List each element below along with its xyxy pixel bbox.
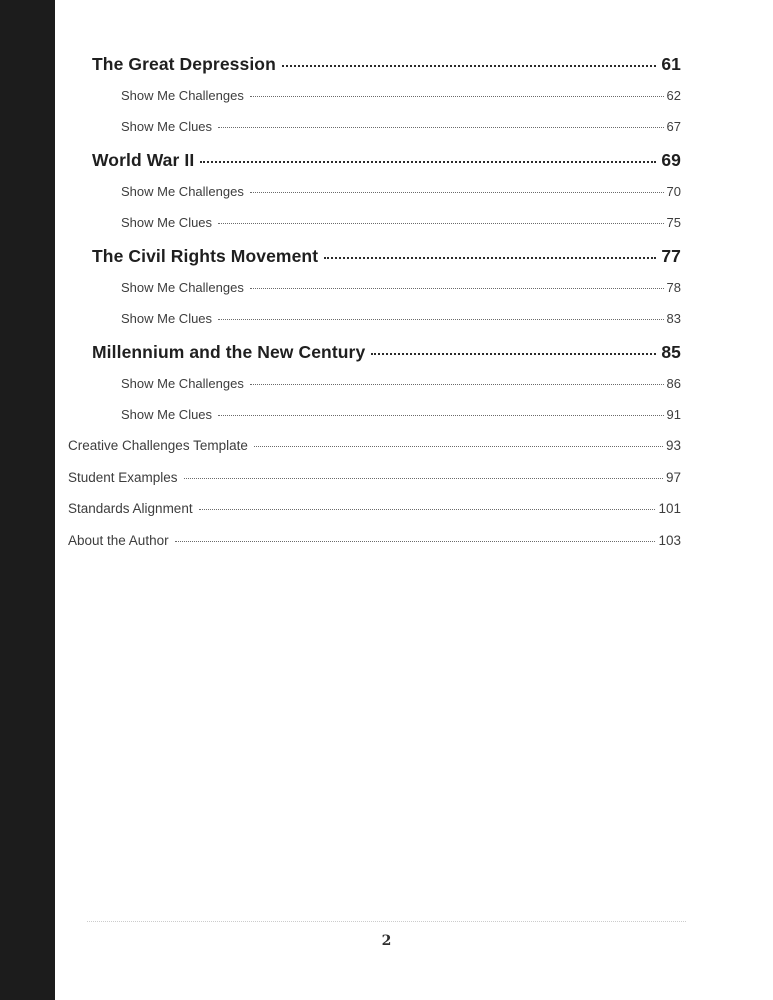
toc-entry-title: The Civil Rights Movement — [92, 246, 319, 266]
toc-entry[interactable] — [55, 407, 681, 438]
toc-entry[interactable] — [55, 311, 681, 342]
dot-leader — [250, 384, 664, 385]
table-of-contents — [55, 0, 773, 564]
toc-entry-title: Student Examples — [68, 469, 178, 485]
toc-entry-page: 97 — [665, 469, 681, 485]
toc-entry[interactable] — [55, 280, 681, 311]
dot-leader — [282, 65, 656, 67]
page-left-black-margin — [0, 0, 55, 1000]
toc-entry[interactable] — [55, 88, 681, 119]
footer-dotted-rule — [87, 921, 686, 922]
toc-entry-page: 91 — [666, 407, 681, 422]
toc-entry[interactable] — [55, 184, 681, 215]
toc-entry-page: 75 — [666, 215, 681, 230]
dot-leader — [250, 288, 664, 289]
toc-entry[interactable] — [55, 342, 681, 376]
dot-leader — [200, 161, 656, 163]
toc-entry[interactable] — [55, 215, 681, 246]
toc-entry-page: 69 — [661, 150, 681, 170]
toc-entry-page: 77 — [661, 246, 681, 266]
toc-entry-title: Creative Challenges Template — [68, 438, 248, 453]
dot-leader — [324, 257, 656, 259]
toc-entry-title: Show Me Clues — [121, 119, 213, 134]
dot-leader — [218, 415, 663, 416]
toc-entry-page: 85 — [661, 342, 681, 362]
dot-leader — [175, 541, 656, 542]
dot-leader — [250, 192, 664, 193]
toc-entry[interactable] — [55, 119, 681, 150]
dot-leader — [371, 353, 656, 355]
toc-entry-page: 70 — [666, 184, 681, 199]
toc-entry-title: Show Me Challenges — [121, 280, 244, 295]
dot-leader — [250, 96, 664, 97]
document-page — [55, 0, 773, 1000]
dot-leader — [218, 223, 663, 224]
toc-entry-title: Show Me Challenges — [121, 184, 244, 199]
toc-entry[interactable] — [55, 376, 681, 407]
toc-entry[interactable] — [55, 438, 681, 470]
toc-entry-page: 86 — [666, 376, 681, 391]
toc-entry-page: 103 — [658, 532, 681, 548]
toc-entry[interactable] — [55, 150, 681, 184]
toc-entry-title: The Great Depression — [92, 54, 276, 74]
toc-entry-page: 61 — [661, 54, 681, 74]
toc-entry-title: Show Me Clues — [121, 215, 213, 230]
page-number: 2 — [381, 933, 392, 949]
toc-entry-page: 93 — [665, 438, 681, 453]
toc-entry-page: 83 — [666, 311, 681, 326]
toc-entry-page: 67 — [666, 119, 681, 134]
dot-leader — [199, 509, 656, 510]
dot-leader — [218, 319, 663, 320]
toc-entry[interactable] — [55, 533, 681, 565]
dot-leader — [254, 446, 663, 447]
toc-entry[interactable] — [55, 470, 681, 502]
toc-entry[interactable] — [55, 246, 681, 280]
toc-entry-title: About the Author — [68, 532, 169, 548]
dot-leader — [218, 127, 663, 128]
toc-entry-title: Show Me Challenges — [121, 88, 244, 103]
toc-entry[interactable] — [55, 54, 681, 88]
toc-entry[interactable] — [55, 501, 681, 533]
toc-entry-title: Show Me Challenges — [121, 376, 244, 391]
toc-entry-page: 78 — [666, 280, 681, 295]
toc-entry-title: Show Me Clues — [121, 407, 213, 422]
dot-leader — [184, 478, 663, 479]
toc-entry-title: Show Me Clues — [121, 311, 213, 326]
toc-entry-title: World War II — [92, 150, 195, 170]
toc-entry-page: 62 — [666, 88, 681, 103]
toc-entry-title: Millennium and the New Century — [92, 342, 366, 362]
toc-entry-title: Standards Alignment — [68, 501, 193, 516]
toc-entry-page: 101 — [658, 501, 681, 516]
